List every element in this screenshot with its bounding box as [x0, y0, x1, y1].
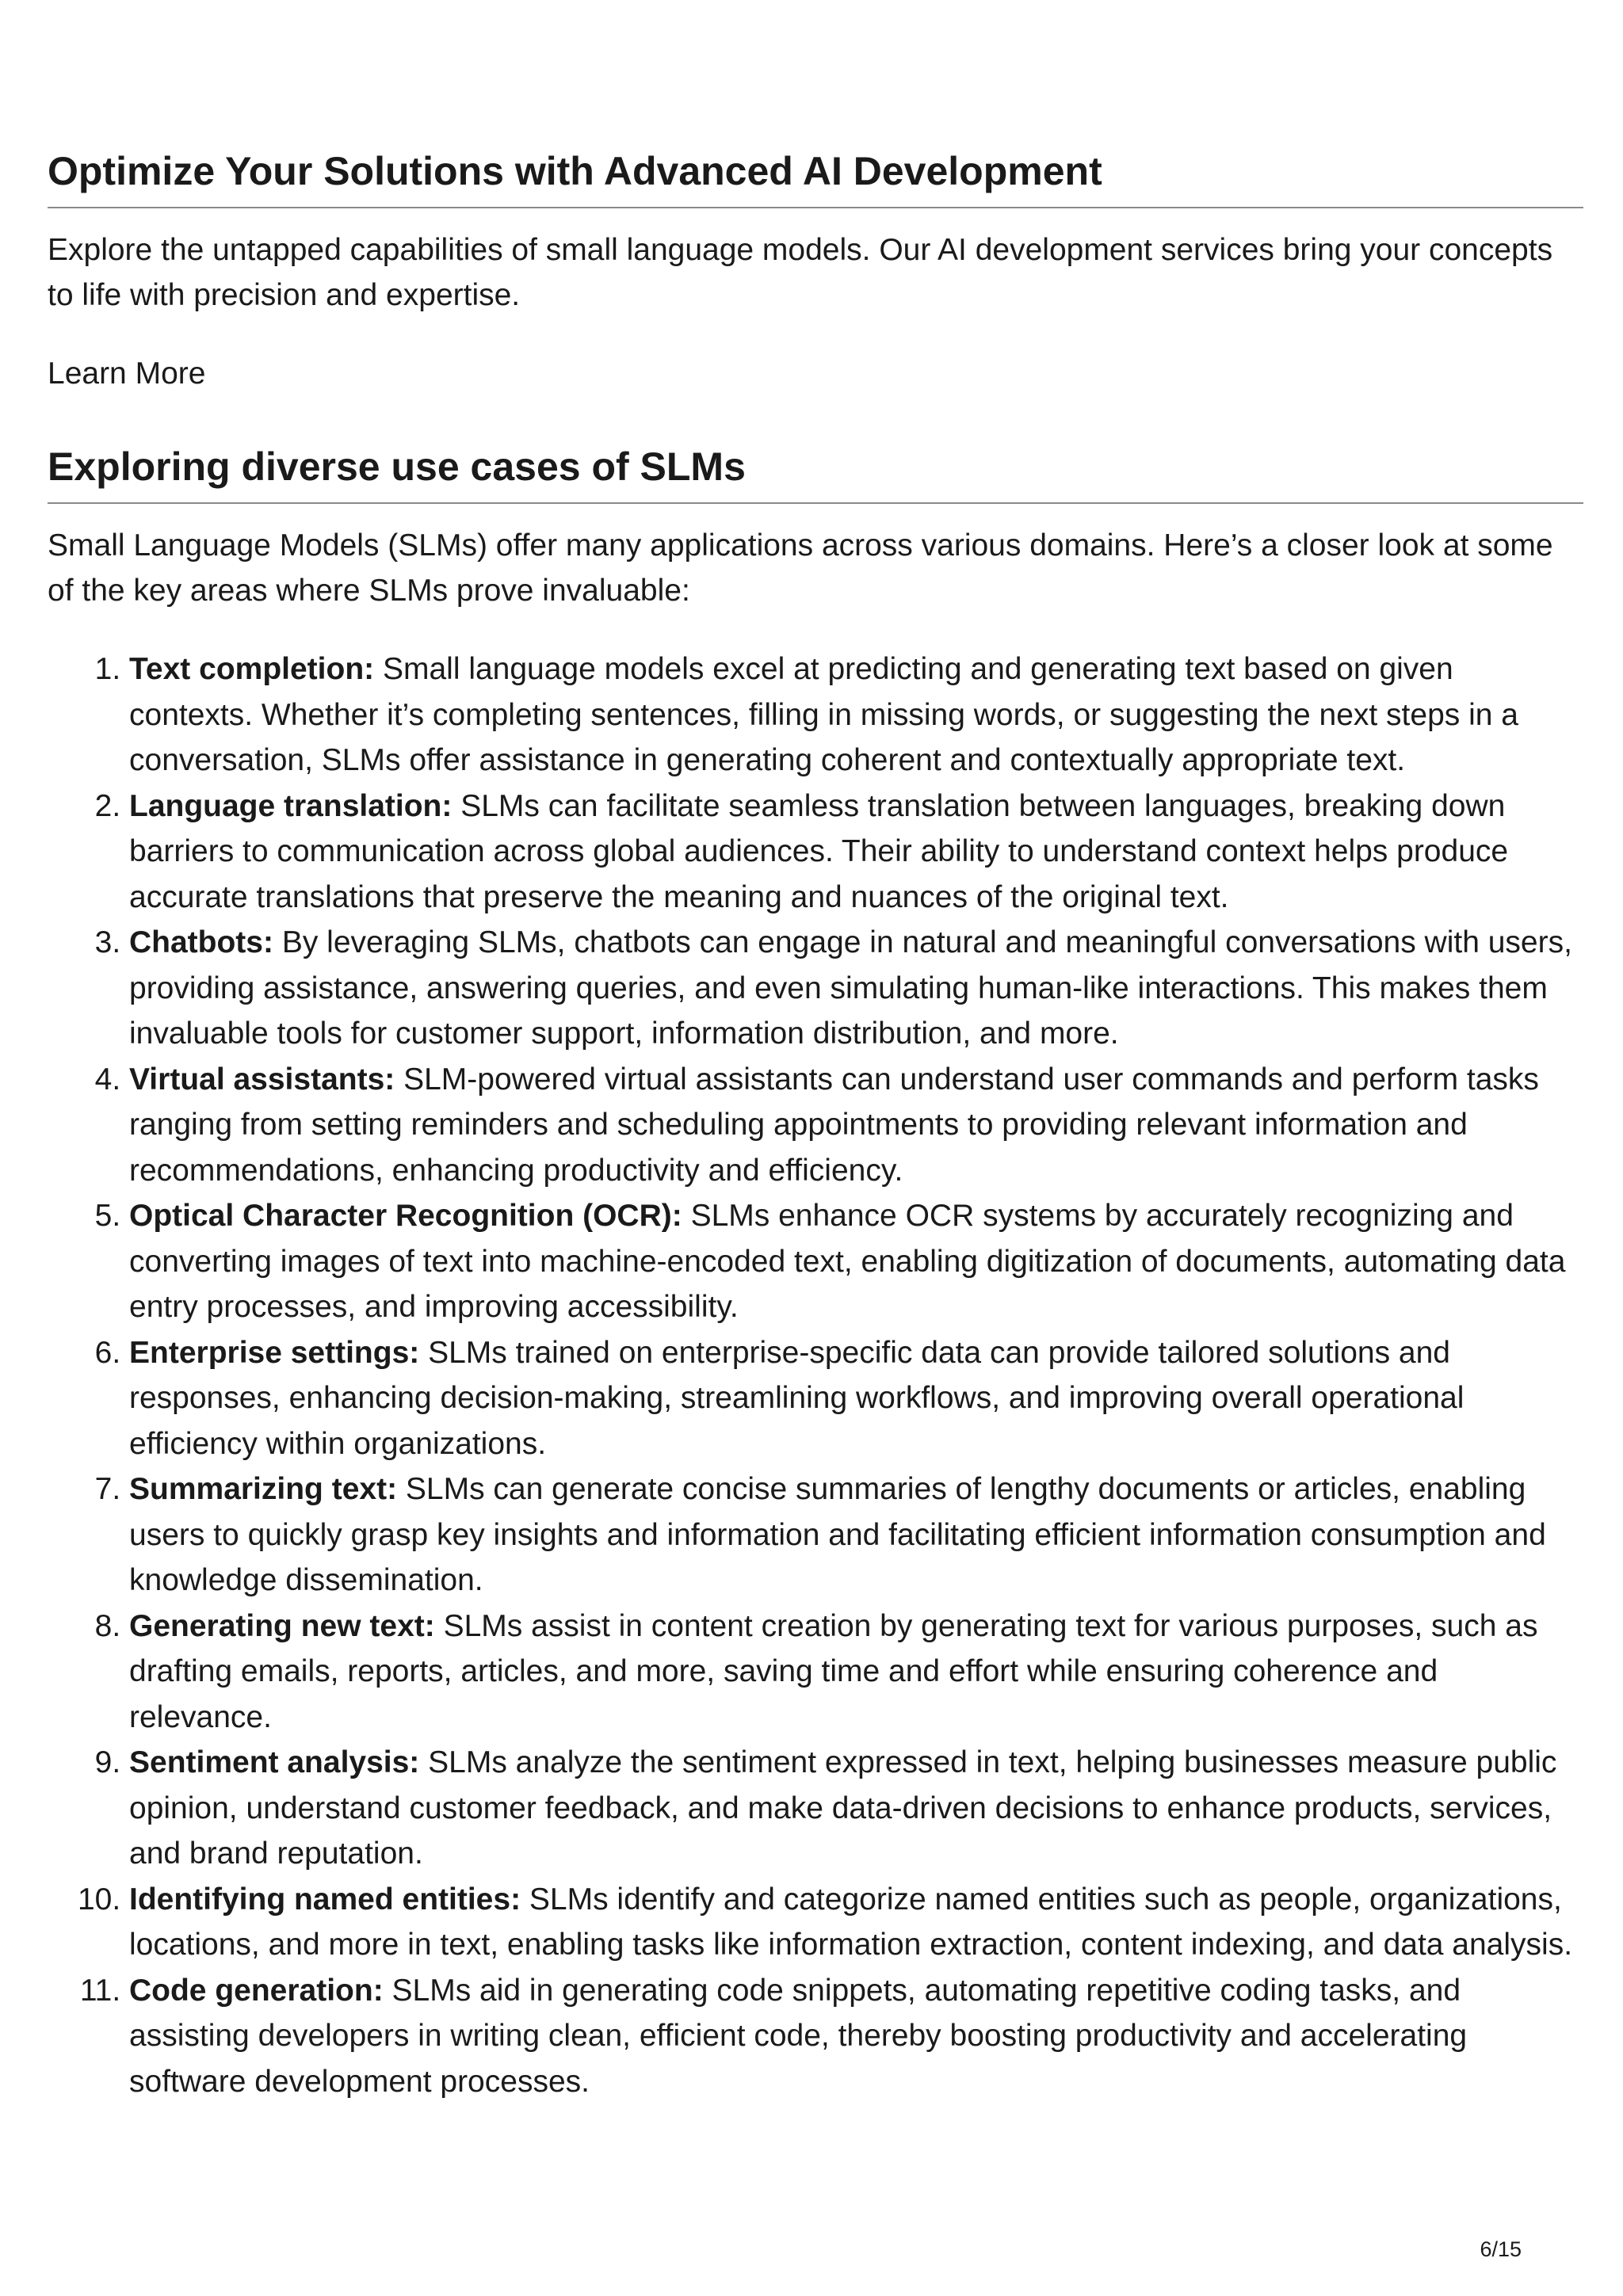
item-title: Language translation:: [129, 788, 453, 823]
list-item: [129, 1466, 1583, 1604]
item-text: SLMs enhance OCR systems by accurately recognizing and converting images of text into machine-encoded text, enabling digitization of documents, automating data entry processes, and improving accessibility.: [129, 1199, 1566, 1324]
item-text: By leveraging SLMs, chatbots can engage in natural and meaningful conversations with users, providing assistance, answering queries, and even simulating human-like interactions. This makes them invaluable tools for customer support, information distribution, and more.: [129, 925, 1572, 1051]
item-text: Small language models excel at predicting and generating text based on given contexts. Whether it’s completing sentences, filling in missing words, or suggesting the next steps in a conversation, SLMs offer assistance in generating coherent and contextually appropriate text.: [129, 652, 1518, 777]
item-title: Chatbots:: [129, 925, 273, 959]
section-intro: Small Language Models (SLMs) offer many applications across various domains. Here’s a closer look at some of the key areas where SLMs prove invaluable:: [48, 528, 1553, 608]
list-item: [129, 646, 1583, 784]
list-item: [129, 1877, 1583, 1968]
item-title: Enterprise settings:: [129, 1335, 420, 1370]
item-title: Summarizing text:: [129, 1472, 398, 1506]
item-text: SLMs trained on enterprise-specific data can provide tailored solutions and responses, enhancing decision-making, streamlining workflows, and improving overall operational efficiency within organizations.: [129, 1335, 1465, 1461]
learn-more-link[interactable]: Learn More: [48, 357, 206, 391]
item-title: Optical Character Recognition (OCR):: [129, 1199, 682, 1233]
document-page: [48, 147, 1583, 2104]
item-title: Code generation:: [129, 1973, 384, 2008]
page-number: 6/15: [1480, 2237, 1522, 2261]
list-item: [129, 1740, 1583, 1877]
item-text: SLMs assist in content creation by generating text for various purposes, such as drafting emails, reports, articles, and more, saving time and effort while ensuring coherence and relevance.: [129, 1608, 1538, 1734]
item-text: SLMs can generate concise summaries of lengthy documents or articles, enabling users to quickly grasp key insights and information and facilitating efficient information consumption and knowledge dissemination.: [129, 1472, 1546, 1597]
section-heading: Exploring diverse use cases of SLMs: [48, 442, 1583, 504]
item-text: SLMs aid in generating code snippets, automating repetitive coding tasks, and assisting developers in writing clean, efficient code, thereby boosting productivity and accelerating software development processes.: [129, 1973, 1468, 2099]
item-title: Generating new text:: [129, 1608, 435, 1643]
list-item: [129, 1968, 1583, 2105]
list-item: [129, 1604, 1583, 1741]
list-item: [129, 1193, 1583, 1330]
item-text: SLM-powered virtual assistants can understand user commands and perform tasks ranging from setting reminders and scheduling appointments to providing relevant information and recommendations, enhancing productivity and efficiency.: [129, 1062, 1539, 1188]
section-heading: Optimize Your Solutions with Advanced AI Development: [48, 147, 1583, 208]
list-item: [129, 920, 1583, 1057]
item-title: Sentiment analysis:: [129, 1745, 420, 1779]
item-title: Text completion:: [129, 652, 375, 686]
section-body: Explore the untapped capabilities of small language models. Our AI development services bring your concepts to life with precision and expertise.: [48, 233, 1553, 312]
item-text: SLMs identify and categorize named entities such as people, organizations, locations, and more in text, enabling tasks like information extraction, content indexing, and data analysis.: [129, 1882, 1573, 1962]
use-cases-section: [48, 442, 1583, 2104]
item-title: Identifying named entities:: [129, 1882, 521, 1917]
item-text: SLMs analyze the sentiment expressed in text, helping businesses measure public opinion, understand customer feedback, and make data-driven decisions to enhance products, services, and brand reputation.: [129, 1745, 1557, 1871]
list-item: [129, 784, 1583, 921]
item-text: SLMs can facilitate seamless translation between languages, breaking down barriers to communication across global audiences. Their ability to understand context helps produce accurate translations that preserve the meaning and nuances of the original text.: [129, 788, 1509, 914]
use-cases-list: [48, 646, 1583, 2104]
item-title: Virtual assistants:: [129, 1062, 395, 1097]
list-item: [129, 1057, 1583, 1194]
ai-development-section: [48, 147, 1583, 396]
list-item: [129, 1330, 1583, 1467]
